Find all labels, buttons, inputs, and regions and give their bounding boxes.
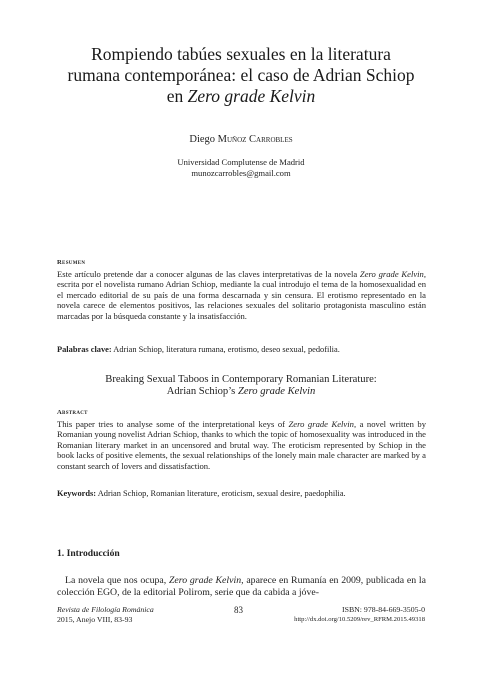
footer-identifiers	[294, 605, 425, 625]
resumen-keywords	[57, 345, 426, 355]
section-text-2: aparece en Rumanía en 2009, publicada en la colección EGO, de la editorial Polirom, serie que da cabida a jóve-	[57, 575, 426, 599]
abstract-text-italic: Zero grade Kelvin	[288, 419, 354, 429]
author-first-name: Diego	[189, 134, 218, 145]
affiliation-email[interactable]: munozcarrobles@gmail.com	[191, 168, 291, 178]
abstract-heading: Abstract	[57, 409, 88, 416]
english-title-line-2-prefix: Adrian Schiop’s	[166, 386, 238, 398]
title-line-3-italic: Zero grade Kelvin	[187, 86, 316, 106]
footer-doi-link[interactable]: http://dx.doi.org/10.5209/rev_RFRM.2015.49318	[294, 616, 425, 623]
section-text-italic: Zero grade Kelvin,	[168, 575, 244, 586]
title-line-3-prefix: en	[166, 86, 188, 106]
section-body-text	[57, 575, 426, 600]
title-line-3	[40, 86, 442, 107]
abstract-keywords-text: Adrian Schiop, Romanian literature, eroticism, sexual desire, paedophilia.	[96, 489, 346, 498]
section-heading-introduccion: 1. Introducción	[57, 548, 120, 559]
resumen-text	[57, 269, 426, 321]
section-text-1: La novela que nos ocupa,	[65, 575, 169, 586]
title-line-1: Rompiendo tabúes sexuales en la literatura	[91, 44, 391, 64]
footer-journal-info	[57, 605, 154, 625]
resumen-text-2: , escrita por el novelista rumano Adrian Schiop, mediante la cual introdujo el tema de la homosexualidad en el mercado editorial de su país de una forma descarnada y sin censura. El erotismo representado en la novela carece de elementos positivos, las relaciones sexuales del solitario protagonista masculino están marcadas por la búsqueda constante y la insatisfacción.	[57, 269, 426, 321]
resumen-text-1: Este artículo pretende dar a conocer algunas de las claves interpretativas de la novela	[57, 269, 360, 279]
author-last-name: Muñoz Carrobles	[217, 134, 293, 145]
resumen-text-italic: Zero grade Kelvin	[359, 269, 424, 279]
english-title-line-1: Breaking Sexual Taboos in Contemporary Romanian Literature:	[105, 374, 377, 385]
author-name	[0, 134, 482, 145]
article-title	[40, 44, 442, 107]
page-number: 83	[234, 605, 243, 615]
english-title-line-2	[40, 386, 442, 398]
resumen-heading: Resumen	[57, 259, 86, 266]
english-title-line-2-italic: Zero grade Kelvin	[237, 386, 316, 398]
resumen-keywords-label: Palabras clave:	[57, 345, 112, 354]
abstract-text-2: , a novel written by Romanian young novelist Adrian Schiop, thanks to which the topic of homosexuality was introduced in the Romanian literary market in an uncensored and brutal way. The eroticism represented by Schiop in the book lacks of positive elements, the sexual relationships of the lonely main male character are marked by a constant search of lovers and dissatisfaction.	[57, 419, 426, 471]
abstract-text-1: This paper tries to analyse some of the interpretational keys of	[57, 419, 289, 429]
abstract-keywords	[57, 489, 426, 499]
footer-journal-name: Revista de Filología Románica	[57, 605, 154, 614]
affiliation-institution: Universidad Complutense de Madrid	[177, 157, 305, 167]
title-line-2: rumana contemporánea: el caso de Adrian Schiop	[67, 65, 415, 85]
footer-isbn: ISBN: 978-84-669-3505-0	[342, 605, 425, 614]
abstract-keywords-label: Keywords:	[57, 489, 97, 498]
resumen-keywords-text: Adrian Schiop, literatura rumana, erotismo, deseo sexual, pedofilia.	[111, 345, 340, 354]
footer-issue: 2015, Anejo VIII, 83-93	[57, 615, 133, 624]
english-title	[40, 374, 442, 399]
abstract-text	[57, 419, 426, 471]
affiliation	[0, 157, 482, 179]
